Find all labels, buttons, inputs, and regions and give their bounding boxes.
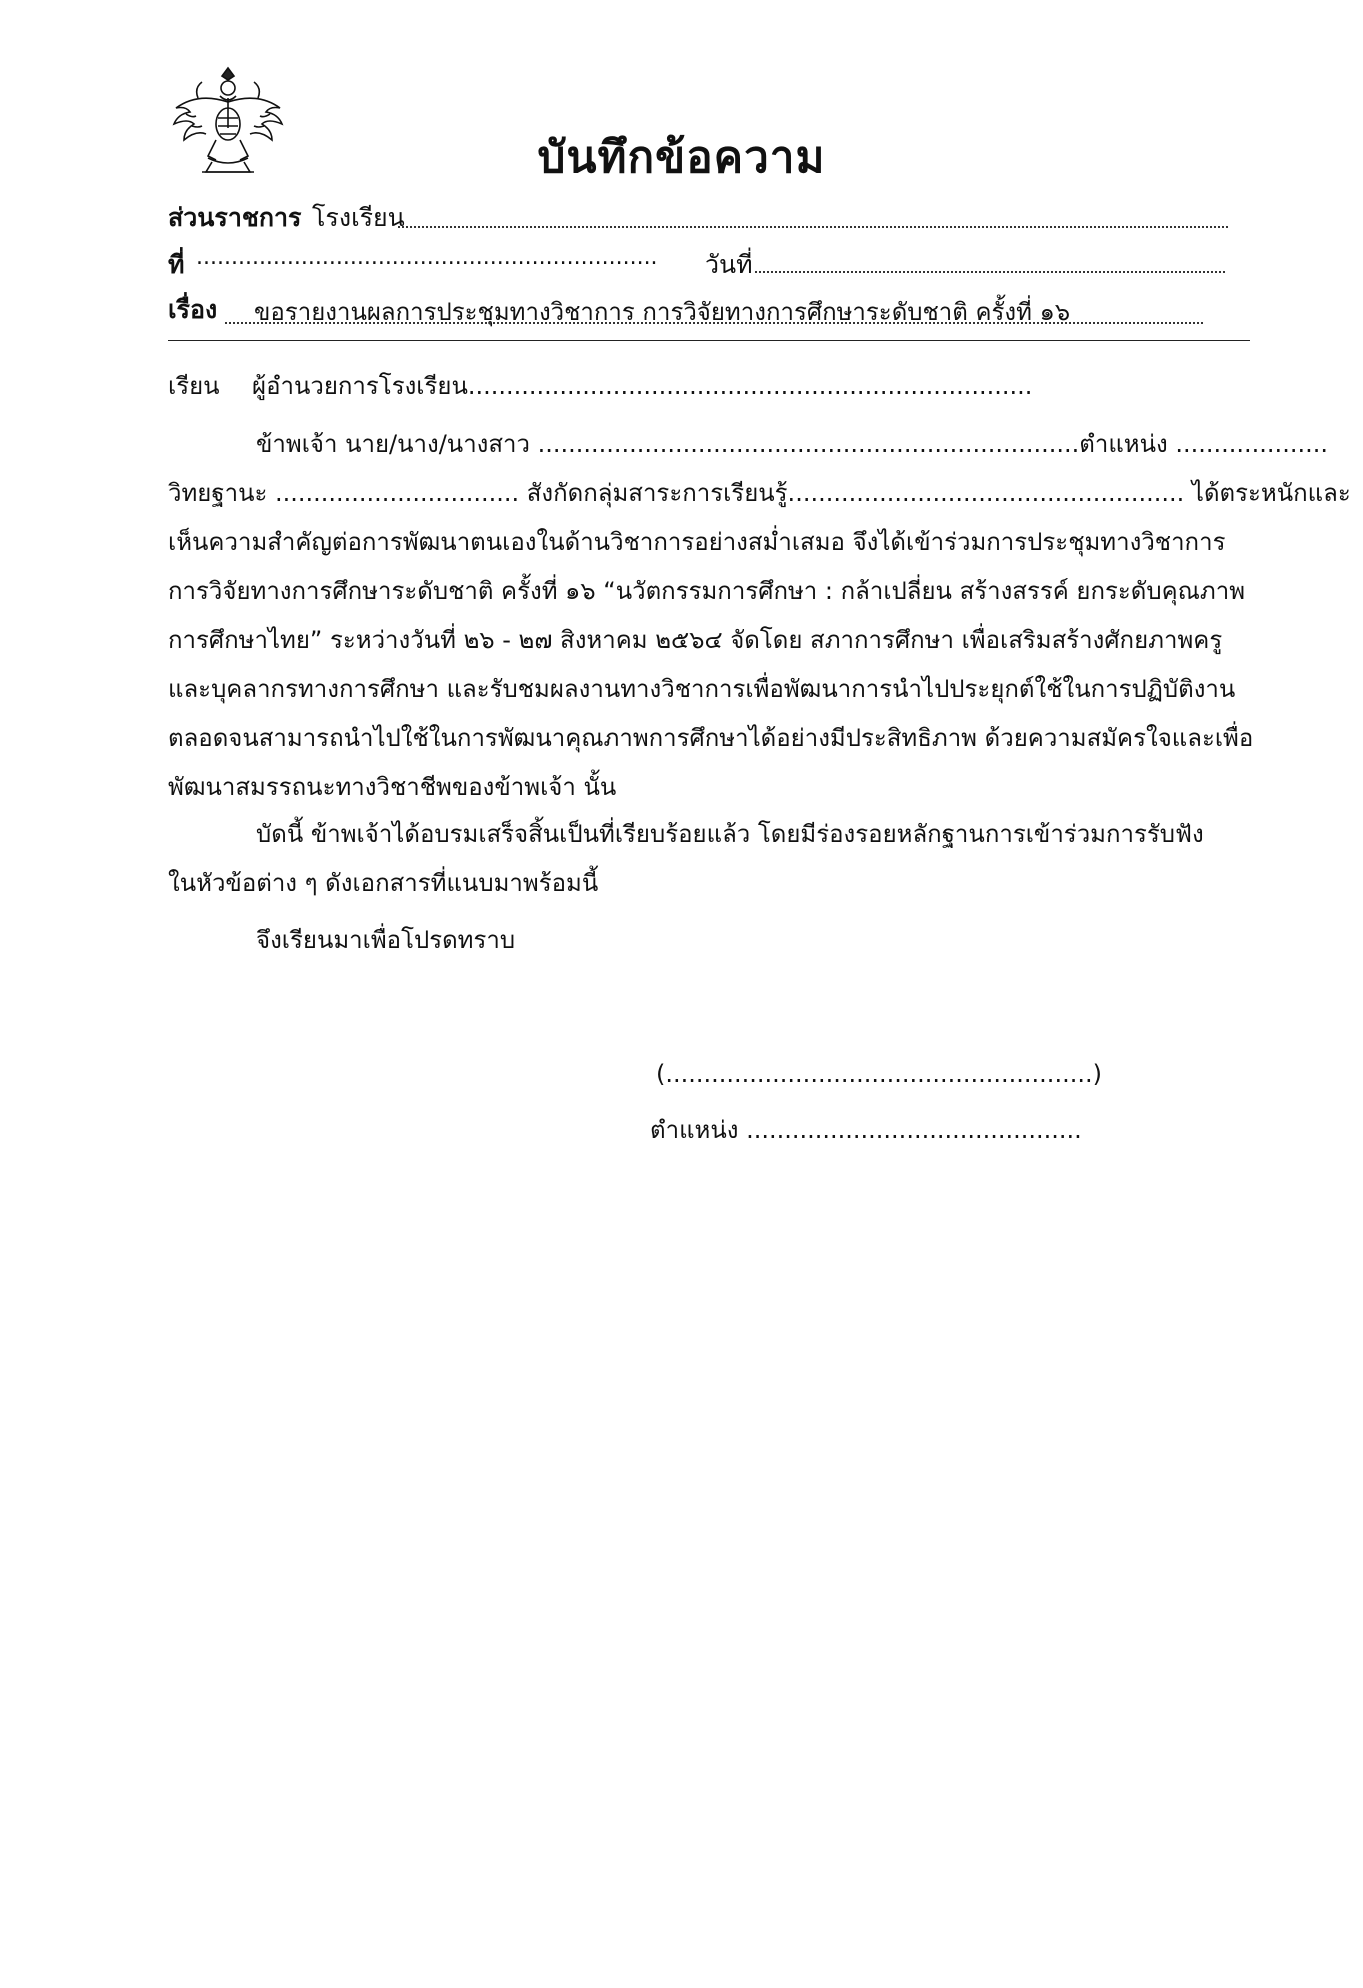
paragraph-line: เห็นความสำคัญต่อการพัฒนาตนเองในด้านวิชาการอย่างสม่ำเสมอ จึงได้เข้าร่วมการประชุมทางวิชาการ xyxy=(168,528,1226,556)
subject-dotted-line xyxy=(225,322,1203,324)
body-paragraph-1 xyxy=(168,420,1351,812)
signature-position-line: ตำแหน่ง ............................................ xyxy=(650,1116,1082,1144)
paragraph-line: การศึกษาไทย” ระหว่างวันที่ ๒๖ - ๒๗ สิงหาคม ๒๕๖๔ จัดโดย สภาการศึกษา เพื่อเสริมสร้างศักยภาพครู xyxy=(168,626,1223,654)
paragraph-line: พัฒนาสมรรถนะทางวิชาชีพของข้าพเจ้า นั้น xyxy=(168,773,617,801)
agency-dotted-line xyxy=(398,226,1228,228)
date-label: วันที่ xyxy=(705,250,753,279)
signature-name-line: (........................................................) xyxy=(656,1060,1102,1088)
paragraph-line: ข้าพเจ้า นาย/นาง/นางสาว .......................................................................ตำแหน่ง .................... xyxy=(256,430,1328,458)
ref-dots: .................................................................. xyxy=(196,245,658,270)
agency-label: ส่วนราชการ xyxy=(168,203,302,232)
paragraph-line: การวิจัยทางการศึกษาระดับชาติ ครั้งที่ ๑๖ “นวัตกรรมการศึกษา : กล้าเปลี่ยน สร้างสรรค์ ยกระดับคุณภาพ xyxy=(168,577,1246,605)
body-paragraph-2 xyxy=(168,810,1254,908)
date-dotted-line xyxy=(755,271,1225,273)
paragraph-line: ในหัวข้อต่าง ๆ ดังเอกสารที่แนบมาพร้อมนี้ xyxy=(168,869,599,897)
memo-title: บันทึกข้อความ xyxy=(537,132,826,183)
closing-text: จึงเรียนมาเพื่อโปรดทราบ xyxy=(256,926,516,954)
subject-value: ขอรายงานผลการประชุมทางวิชาการ การวิจัยทางการศึกษาระดับชาติ ครั้งที่ ๑๖ xyxy=(254,298,1071,326)
paragraph-line: บัดนี้ ข้าพเจ้าได้อบรมเสร็จสิ้นเป็นที่เรียบร้อยแล้ว โดยมีร่องรอยหลักฐานการเข้าร่วมการรับฟัง xyxy=(256,820,1204,848)
agency-value: โรงเรียน xyxy=(312,203,405,232)
salutation-label: เรียน xyxy=(168,372,220,400)
salutation-value: ผู้อำนวยการโรงเรียน.......................................................................... xyxy=(252,372,1033,400)
ref-label: ที่ xyxy=(168,250,185,279)
subject-label: เรื่อง xyxy=(168,295,218,324)
header-rule xyxy=(168,340,1250,341)
paragraph-line: วิทยฐานะ ................................ สังกัดกลุ่มสาระการเรียนรู้.................................................... ได้ตระหนักและ xyxy=(168,479,1351,507)
paragraph-line: และบุคลากรทางการศึกษา และรับชมผลงานทางวิชาการเพื่อพัฒนาการนำไปประยุกต์ใช้ในการปฏิบัติงาน xyxy=(168,675,1236,703)
paragraph-line: ตลอดจนสามารถนำไปใช้ในการพัฒนาคุณภาพการศึกษาได้อย่างมีประสิทธิภาพ ด้วยความสมัครใจและเพื่อ xyxy=(168,724,1254,752)
